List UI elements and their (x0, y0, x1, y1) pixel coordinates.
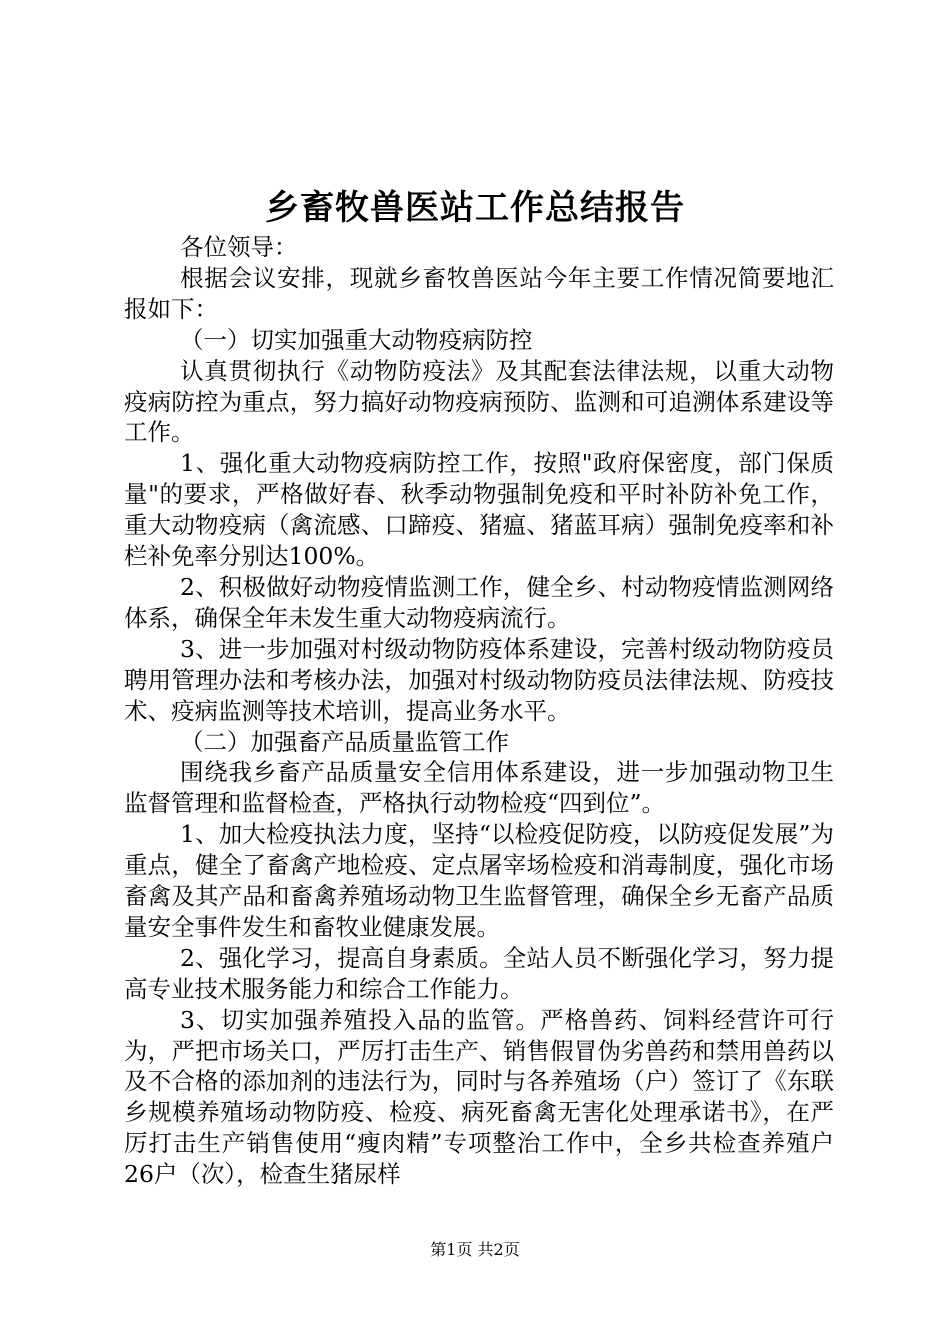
body-paragraph: 1、加大检疫执法力度，坚持“以检疫促防疫，以防疫促发展”为重点，健全了畜禽产地检疫、定点屠宰场检疫和消毒制度，强化市场畜禽及其产品和畜禽养殖场动物卫生监督管理，确保全乡无畜产品质量安全事件发生和畜牧业健康发展。 (124, 820, 834, 941)
body-paragraph: 1、强化重大动物疫病防控工作，按照"政府保密度，部门保质量"的要求，严格做好春、秋季动物强制免疫和平时补防补免工作，重大动物疫病（禽流感、口蹄疫、猪瘟、猪蓝耳病）强制免疫率和补栏补免率分别达100%。 (124, 449, 834, 571)
document-body (124, 232, 834, 1190)
body-paragraph: 2、强化学习，提高自身素质。全站人员不断强化学习，努力提高专业技术服务能力和综合工作能力。 (124, 943, 834, 1003)
intro-paragraph: 根据会议安排，现就乡畜牧兽医站今年主要工作情况简要地汇报如下： (124, 263, 834, 323)
salutation: 各位领导： (180, 233, 298, 261)
section-heading-1: （一）切实加强重大动物疫病防控 (180, 325, 533, 354)
body-paragraph: 3、进一步加强对村级动物防疫体系建设，完善村级动物防疫员聘用管理办法和考核办法，加强对村级动物防疫员法律法规、防疫技术、疫病监测等技术培训，提高业务水平。 (124, 634, 834, 725)
body-paragraph: 认真贯彻执行《动物防疫法》及其配套法律法规，以重大动物疫病防控为重点，努力搞好动物疫病预防、监测和可追溯体系建设等工作。 (124, 356, 834, 447)
page-footer: 第1页 共2页 (430, 1240, 520, 1259)
section-heading-2: （二）加强畜产品质量监管工作 (180, 727, 509, 756)
page-title: 乡畜牧兽医站工作总结报告 (265, 188, 685, 228)
body-paragraph: 3、切实加强养殖投入品的监管。严格兽药、饲料经营许可行为，严把市场关口，严厉打击生产、销售假冒伪劣兽药和禁用兽药以及不合格的添加剂的违法行为，同时与各养殖场（户）签订了《东联乡规模养殖场动物防疫、检疫、病死畜禽无害化处理承诺书》，在严厉打击生产销售使用“瘦肉精”专项整治工作中，全乡共检查养殖户26户（次），检查生猪尿样 (124, 1005, 834, 1189)
body-paragraph: 围绕我乡畜产品质量安全信用体系建设，进一步加强动物卫生监督管理和监督检查，严格执行动物检疫“四到位”。 (124, 758, 834, 818)
body-paragraph: 2、积极做好动物疫情监测工作，健全乡、村动物疫情监测网络体系，确保全年未发生重大动物疫病流行。 (124, 572, 834, 632)
